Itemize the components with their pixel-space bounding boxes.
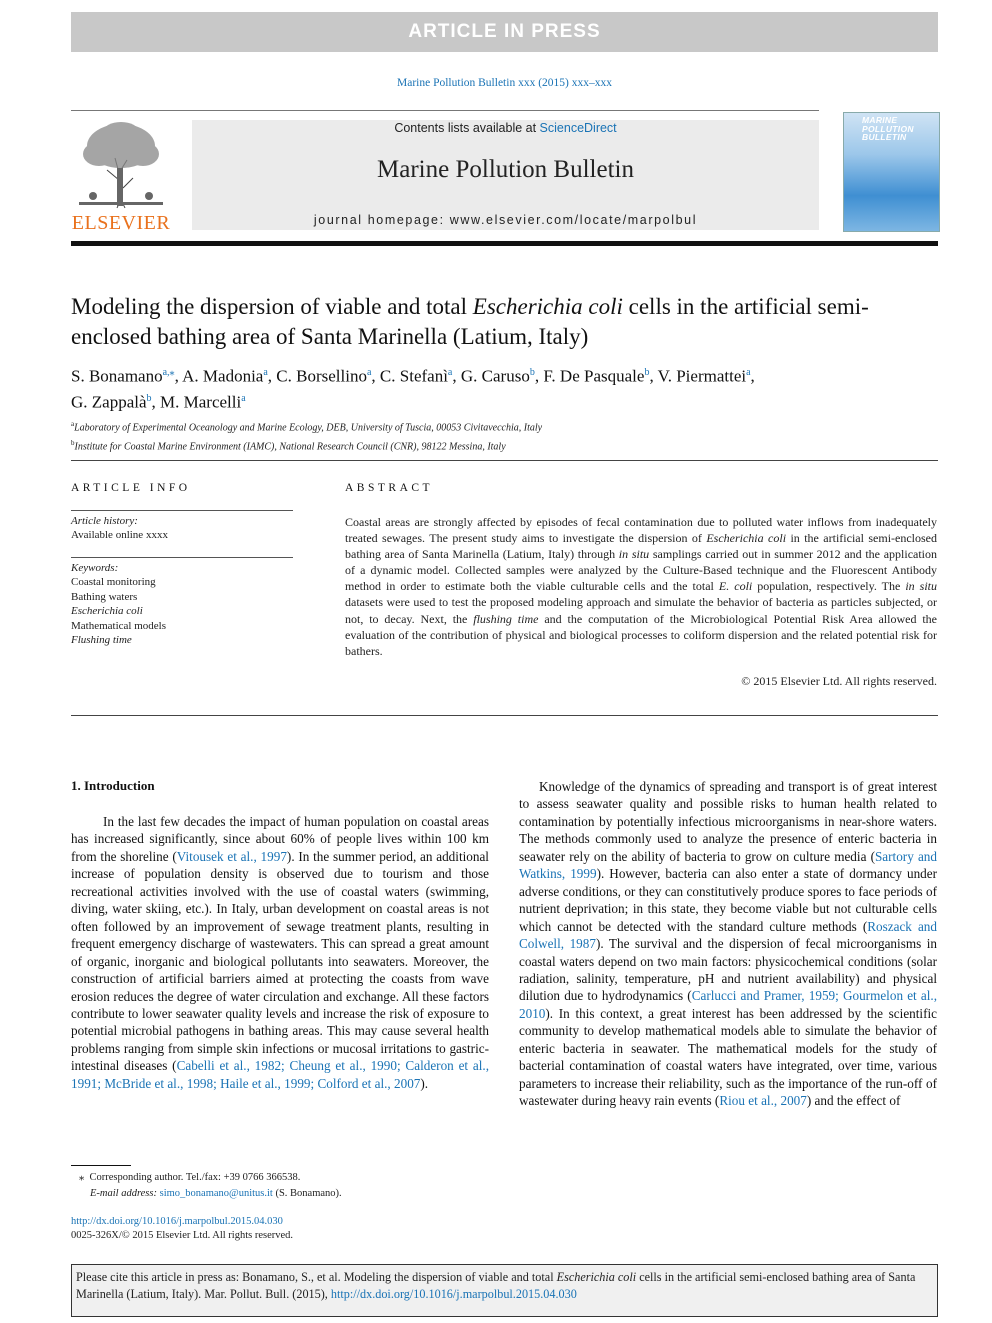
homepage-prefix: journal homepage: [313, 213, 450, 227]
author-affiliation-link[interactable]: a [241, 392, 246, 404]
journal-title: Marine Pollution Bulletin [377, 156, 634, 183]
body-text: ) and the effect of [806, 1093, 901, 1109]
author-name[interactable]: C. Borsellino [276, 366, 367, 386]
body-text: Knowledge of the dynamics of spreading and transport is of great interest to assess seawater quality and possible risks to human health related to contamination by potentially infectious microorganisms in near-shore waters. The methods commonly used to analyze the presence of enteric bacteria in seawater rely on the ability of bacteria to grow on culture media ( [519, 779, 937, 864]
abstract-copyright: © 2015 Elsevier Ltd. All rights reserved. [741, 674, 937, 688]
body-text: ). However, bacteria can also enter a state of dormancy under adverse conditions, or they can constitutively produce spores to face periods of nutrient deprivation; in this state, they become viable but not culturable cells which cannot be detected with the standard culture methods ( [519, 866, 937, 934]
citation-link[interactable]: Carlucci and Pramer, 1959; Gourmelon et al., 2010 [519, 988, 937, 1021]
author-affiliation-link[interactable]: a [366, 367, 372, 378]
author-name[interactable]: V. Piermattei [657, 366, 747, 386]
body-text: ). In the summer period, an additional increase of population density is observed due to tourism and those recreational activities involved with the use of coastal waters (swimming, diving, water skiing, etc.). In Italy, urban development on coastal areas is not often followed by an improvement of sewage treatment plants, resulting in frequent emergency discharge of wastewaters. This can spread a great amount of organic, inorganic and biological pollutants into seawaters. Moreover, the construction of artificial barriers aimed at protecting the coasts from wave erosion reduces the degree of water circulation and exchange. All these factors contribute to lower seawater quality levels and increase the risk of exposure to potential microbial pathogens in bathing areas. This may cause several health problems ranging from simple skin infections or mucosal irritations to gastric-intestinal diseases ( [71, 848, 489, 1074]
introduction-column-2 [519, 778, 937, 1110]
body-text: ). The survival and the dispersion of fecal microorganisms in coastal waters depend on two main factors: physicochemical conditions (solar radiation, salinity, temperature, pH and nutrient availability) and physical dilution due to hydrodynamics ( [519, 936, 937, 1004]
header-divider [71, 110, 819, 111]
citation-link[interactable]: Roszack and Colwell, 1987 [519, 918, 937, 952]
header-rule [71, 241, 938, 246]
cover-title: MARINE POLLUTION BULLETIN [862, 115, 914, 142]
section-divider [71, 460, 938, 461]
abstract-body: Coastal areas are strongly affected by episodes of fecal contamination due to polluted water inflows from inadequately treated sewages. The present study aims to investigate the dispersion of Escherichia coli in the artificial semi-enclosed bathing area of Santa Marinella (Latium, Italy) through in situ samplings carried out in summer 2012 and the application of a dynamic model. Collected samples were analyzed by the Culture-Based technique and the Fluorescent Antibody method in order to estimate both the viable culturable cells and the total E. coli population, respectively. The in situ datasets were used to test the proposed modeling approach and simulate the behavior of bacteria as particles subjected, or not, to decay. Next, the flushing time and the computation of the Microbiological Potential Risk Area allowed the evaluation of the contribution of physical and biological processes to coliform dispersion and the related potential risk for bathers. [345, 515, 938, 658]
keyword: Mathematical models [71, 619, 166, 632]
body-text: ). In this context, a great interest has been addressed by the scientific community to develop mathematical models able to simulate the behavior of enteric bacteria in seawater. The mathematical models for the study of bacterial contamination of coastal waters have integrated, over time, various parameters to increase their reliability, such as the importance of the run-off of wastewater during heavy rain events ( [519, 1005, 937, 1109]
citation-box: Please cite this article in press as: Bonamano, S., et al. Modeling the dispersion of viable and total Escherichia coli cells in the artificial semi-enclosed bathing area of Santa Marinella (Latium, Italy). Mar. Pollut. Bull. (2015), http://dx.doi.org/10.1016/j.marpolbul.2015.04.030 [71, 1264, 938, 1317]
history-label: Article history: [71, 515, 138, 527]
citation-doi-link[interactable]: http://dx.doi.org/10.1016/j.marpolbul.2015.04.030 [330, 1287, 577, 1301]
homepage-url-link[interactable]: www.elsevier.com/locate/marpolbul [449, 213, 698, 227]
author-name[interactable]: S. Bonamano [71, 366, 163, 386]
author-name[interactable]: F. De Pasquale [543, 366, 645, 386]
keyword: Escherichia coli [71, 605, 143, 618]
title-species: Escherichia coli [472, 294, 623, 319]
article-title: Modeling the dispersion of viable and total Escherichia coli cells in the artificial semi-enclosed bathing area of Santa Marinella (Latium, Italy) [71, 294, 869, 349]
body-text: ). [420, 1075, 429, 1091]
introduction-heading: 1. Introduction [71, 778, 155, 793]
sciencedirect-link[interactable]: ScienceDirect [539, 121, 617, 135]
journal-reference-link[interactable]: Marine Pollution Bulletin xxx (2015) xxx–xxx [397, 77, 612, 89]
author-name[interactable]: C. Stefanì [379, 366, 448, 386]
citation-link[interactable]: Riou et al., 2007 [719, 1093, 807, 1109]
author-list: S. Bonamano$^{a,⁎}$, A. Madonia$^a$, C. Borsellino$^a$, C. Stefanì$^a$, G. Caruso$^b$, F. De Pasquale$^b$, V. Piermattei$^a$, G. Zappalà$^b$, M. Marcelli$^a$ [71, 366, 755, 412]
footnote-divider [71, 1165, 131, 1166]
keywords-label: Keywords: [71, 562, 119, 574]
introduction-column-1 [71, 813, 489, 1092]
elsevier-logo[interactable] [71, 118, 171, 233]
author-affiliation-link[interactable]: b [146, 392, 152, 404]
author-affiliation-link[interactable]: b [644, 367, 650, 378]
abstract-heading: ABSTRACT [345, 482, 434, 494]
contents-prefix: Contents lists available at [394, 121, 540, 135]
journal-cover-image[interactable] [843, 112, 940, 232]
author-affiliation-link[interactable]: a [746, 367, 751, 378]
author-name[interactable]: G. Caruso [460, 366, 530, 386]
email-footnote: E-mail address: simo_bonamano@unitus.it (S. Bonamano). [90, 1188, 342, 1199]
citation-link[interactable]: Cabelli et al., 1982; Cheung et al., 1990; Calderon et al., 1991; McBride et al., 1998; Haile et al., 1999; Colford et al., 2007 [71, 1058, 489, 1091]
journal-masthead [192, 120, 819, 230]
keyword: Flushing time [71, 634, 132, 647]
info-divider [71, 510, 293, 511]
doi-link[interactable]: http://dx.doi.org/10.1016/j.marpolbul.2015.04.030 [71, 1216, 283, 1227]
issn-line: 0025-326X/© 2015 Elsevier Ltd. All rights reserved. [71, 1230, 294, 1241]
citation-link[interactable]: Sartory and Watkins, 1999 [519, 848, 937, 882]
citation-link[interactable]: Vitousek et al., 1997 [176, 848, 287, 864]
history-value: Available online xxxx [71, 529, 168, 542]
body-text: In the last few decades the impact of human population on coastal areas has increased significantly, since about 60% of people lives within 100 km from the shoreline ( [71, 814, 489, 864]
keyword: Coastal monitoring [71, 576, 156, 589]
keywords [71, 561, 293, 647]
article-in-press-banner: ARTICLE IN PRESS [71, 12, 938, 52]
elsevier-tree-icon [71, 118, 171, 210]
author-affiliation-link[interactable]: a [447, 367, 453, 378]
section-divider [71, 715, 938, 716]
author-name[interactable]: G. Zappalà [71, 392, 147, 412]
keyword: Bathing waters [71, 590, 138, 603]
article-info-heading: ARTICLE INFO [71, 482, 191, 494]
article-history [71, 514, 293, 543]
affiliations [71, 417, 938, 455]
author-affiliation-link[interactable]: a,⁎ [162, 367, 175, 378]
info-divider [71, 557, 293, 558]
email-link[interactable]: simo_bonamano@unitus.it [159, 1188, 273, 1199]
corresponding-author-footnote: ⁎ Corresponding author. Tel./fax: +39 0766 366538. [79, 1172, 301, 1183]
publisher-name: ELSEVIER [71, 212, 171, 234]
author-affiliation-link[interactable]: b [529, 367, 535, 378]
author-name[interactable]: A. Madonia [182, 366, 264, 386]
author-name[interactable]: M. Marcelli [160, 392, 242, 412]
affiliation-b: $^b$Institute for Coastal Marine Environment (IAMC), National Research Council (CNR), 98122 Messina, Italy [71, 438, 506, 453]
author-affiliation-link[interactable]: a [263, 367, 268, 378]
affiliation-a: $^a$Laboratory of Experimental Oceanology and Marine Ecology, DEB, University of Tuscia, 00053 Civitavecchia, Italy [71, 420, 543, 434]
contents-line [192, 121, 819, 135]
homepage-line [192, 213, 819, 227]
